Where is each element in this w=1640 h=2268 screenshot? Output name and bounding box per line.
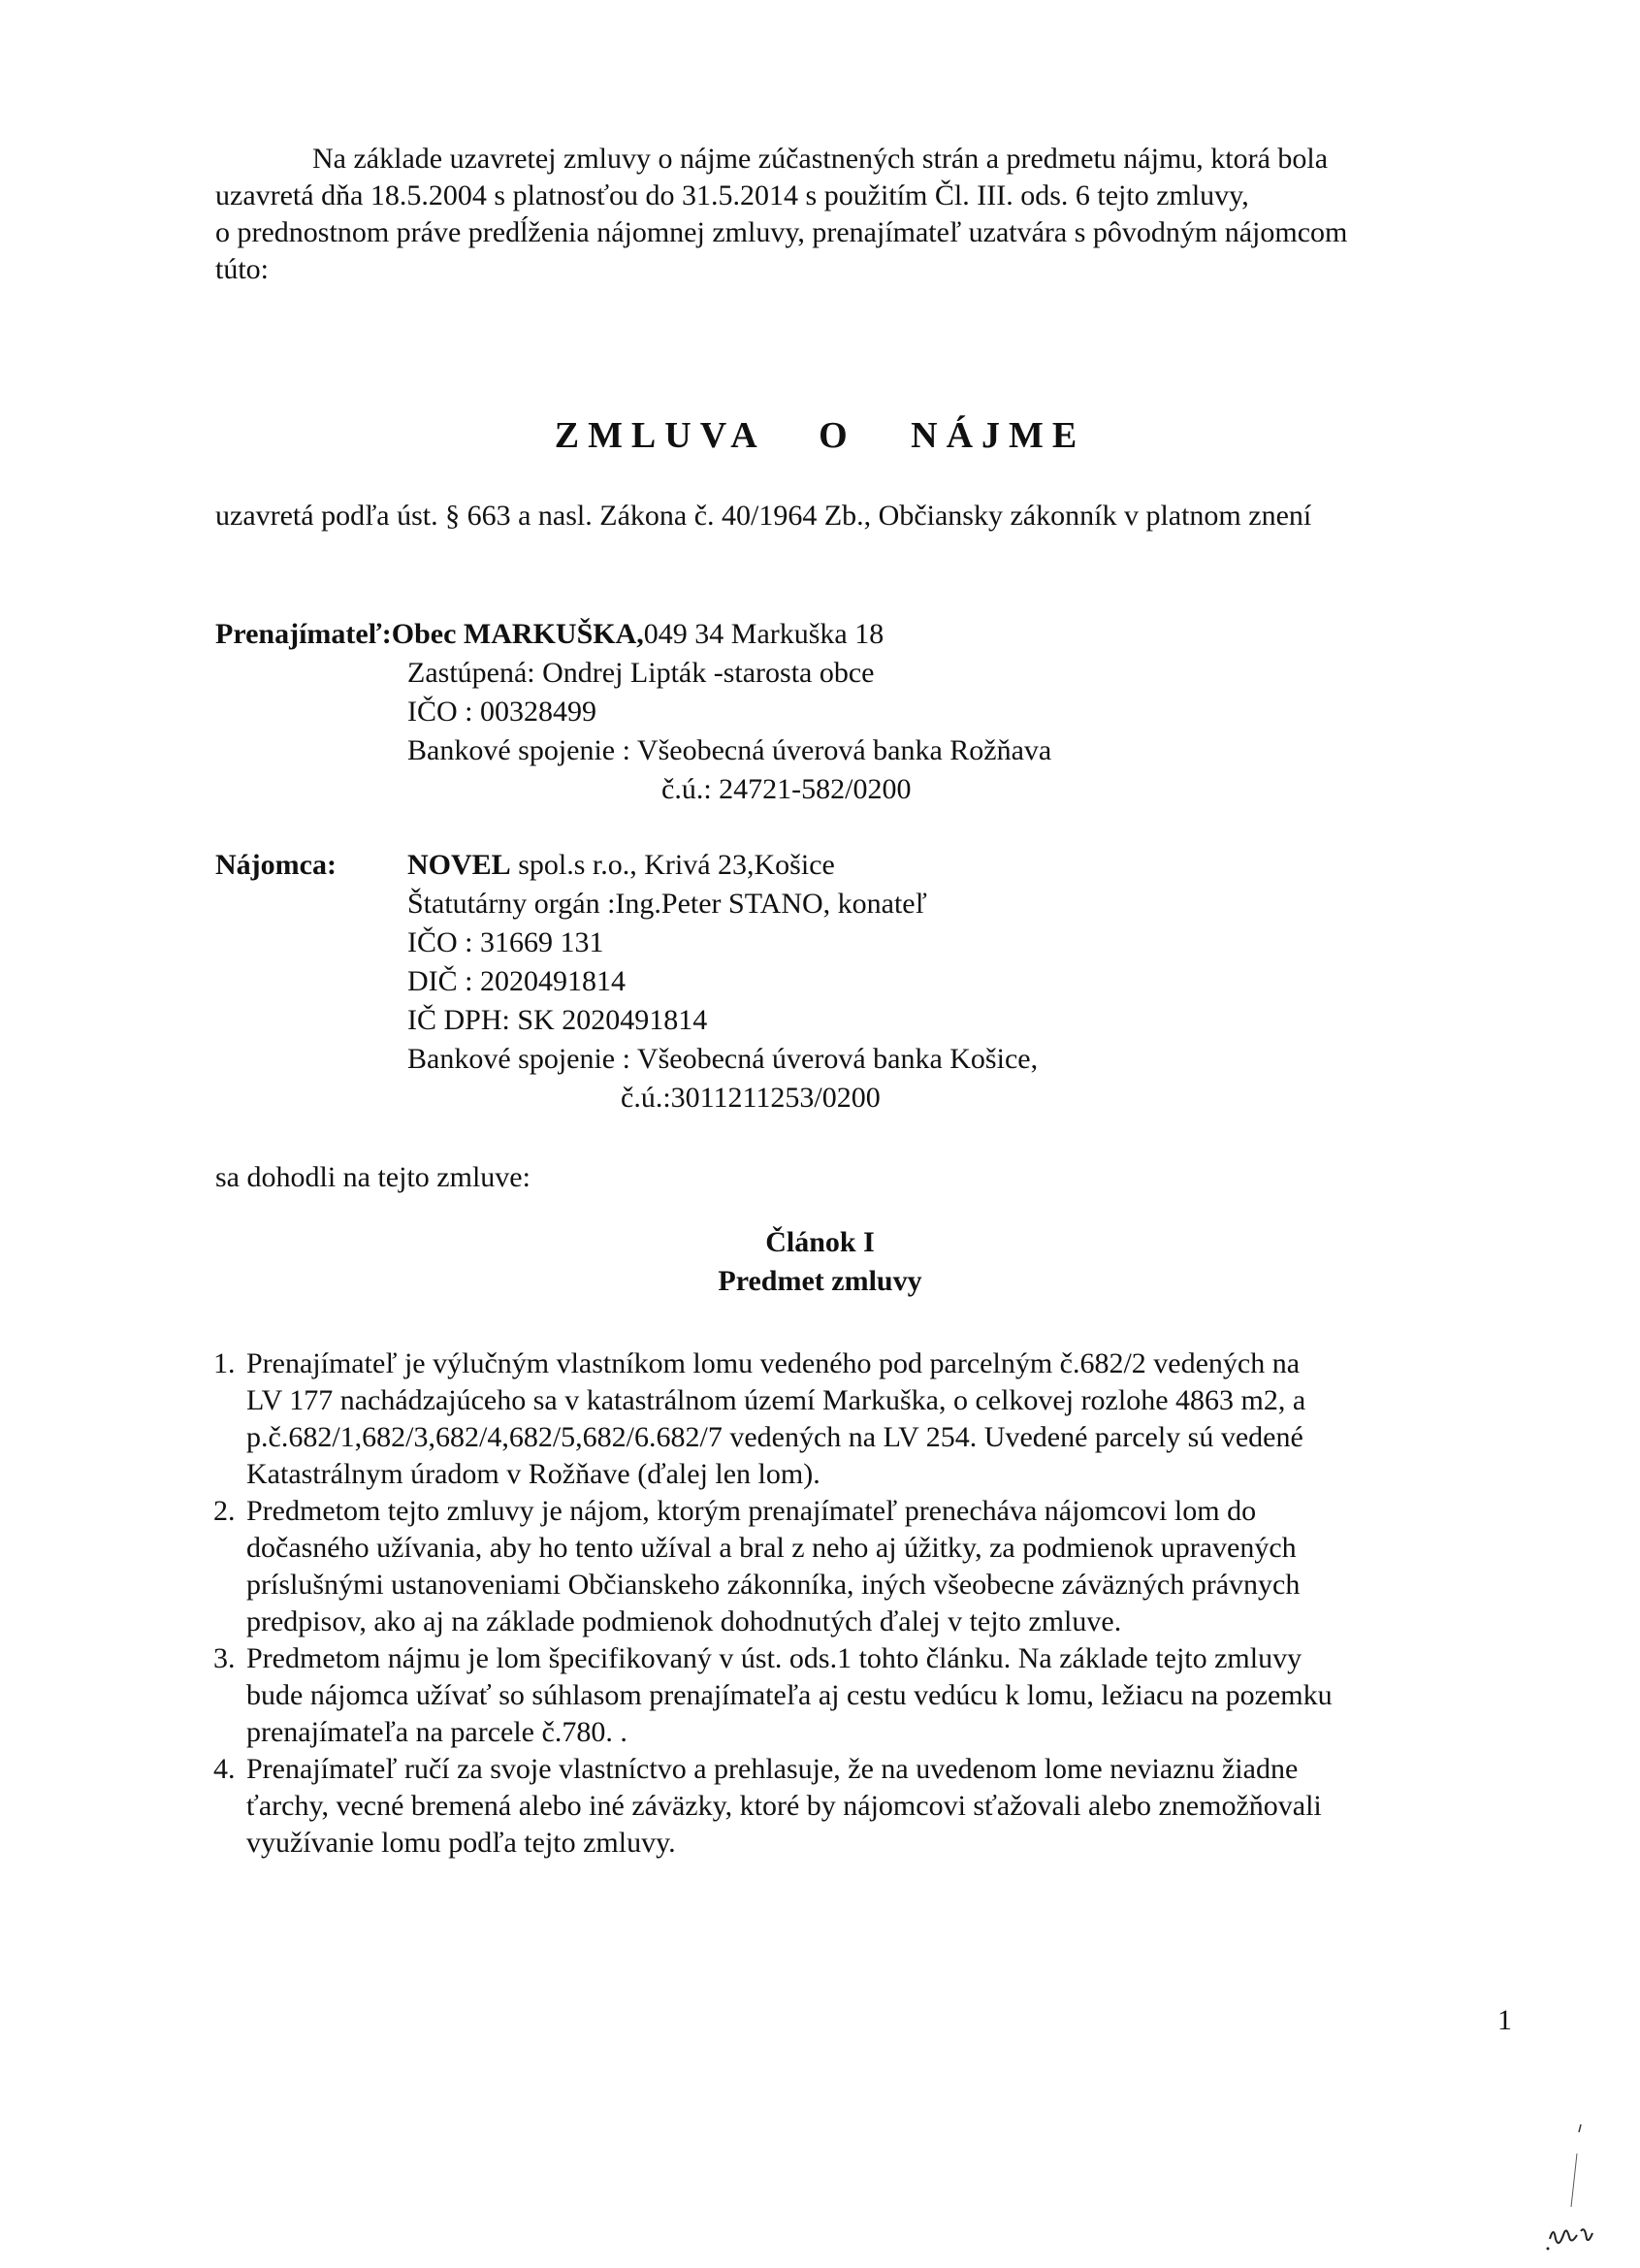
item-number: 2. <box>213 1495 236 1527</box>
item-line: Predmetom tejto zmluvy je nájom, ktorým prenajímateľ prenecháva nájomcovi lom do <box>246 1495 1257 1527</box>
item-line: Prenajímateľ ručí za svoje vlastníctvo a prehlasuje, že na uvedenom lome neviaznu žiadne <box>246 1753 1299 1785</box>
landlord-address: 049 34 Markuška 18 <box>643 618 884 650</box>
item-line: dočasného užívania, aby ho tento užíval a bral z neho aj úžitky, za podmienok upravených <box>246 1532 1297 1564</box>
article-subheading: Predmet zmluvy <box>718 1265 922 1297</box>
item-number: 3. <box>213 1642 236 1674</box>
document-title: ZMLUVA O NÁJME <box>554 415 1086 456</box>
landlord-name: Obec MARKUŠKA, <box>391 618 644 650</box>
item-line: ťarchy, vecné bremená alebo iné záväzky, ktoré by nájomcovi sťažovali alebo znemožňovali <box>246 1790 1322 1822</box>
landlord-represented: Zastúpená: Ondrej Lipták -starosta obce <box>407 657 875 689</box>
item-number: 4. <box>213 1753 236 1785</box>
landlord-ico: IČO : 00328499 <box>407 696 596 728</box>
intro-line: uzavretá dňa 18.5.2004 s platnosťou do 31.5.2014 s použitím Čl. III. ods. 6 tejto zmluvy, <box>215 179 1249 211</box>
tenant-block <box>215 847 1476 1118</box>
item-line: Predmetom nájmu je lom špecifikovaný v úst. ods.1 tohto článku. Na základe tejto zmluvy <box>246 1642 1302 1674</box>
handwritten-initials <box>1542 2115 1600 2260</box>
tenant-dic: DIČ : 2020491814 <box>407 965 626 997</box>
article-heading-block <box>0 1224 1640 1302</box>
tenant-ico: IČO : 31669 131 <box>407 926 604 958</box>
article-heading: Článok I <box>765 1226 875 1258</box>
document-subtitle: uzavretá podľa úst. § 663 a nasl. Zákona č. 40/1964 Zb., Občiansky zákonník v platnom znení <box>215 500 1312 532</box>
list-item <box>213 1640 1474 1751</box>
article-items <box>213 1345 1474 1862</box>
tenant-name: NOVEL <box>407 849 511 881</box>
item-line: p.č.682/1,682/3,682/4,682/5,682/6.682/7 vedených na LV 254. Uvedené parcely sú vedené <box>246 1421 1303 1453</box>
list-item <box>213 1751 1474 1862</box>
item-line: Prenajímateľ je výlučným vlastníkom lomu vedeného pod parcelným č.682/2 vedených na <box>246 1347 1301 1379</box>
landlord-bank: Bankové spojenie : Všeobecná úverová banka Rožňava <box>407 734 1052 766</box>
intro-line: Na základe uzavretej zmluvy o nájme zúčastnených strán a predmetu nájmu, ktorá bola <box>312 143 1329 175</box>
tenant-bank: Bankové spojenie : Všeobecná úverová banka Košice, <box>407 1043 1039 1075</box>
agreement-line: sa dohodli na tejto zmluve: <box>215 1161 531 1193</box>
page-number: 1 <box>1497 2004 1512 2036</box>
intro-line: túto: <box>215 253 270 285</box>
list-item <box>213 1345 1474 1493</box>
item-line: bude nájomca užívať so súhlasom prenajímateľa aj cestu vedúcu k lomu, ležiacu na pozemku <box>246 1679 1333 1711</box>
list-item <box>213 1493 1474 1640</box>
item-line: príslušnými ustanoveniami Občianskeho zákonníka, iných všeobecne záväzných právnych <box>246 1569 1301 1601</box>
intro-line: o prednostnom práve predĺženia nájomnej zmluvy, prenajímateľ uzatvára s pôvodným nájomcom <box>215 216 1348 248</box>
tenant-account: č.ú.:3011211253/0200 <box>621 1082 881 1114</box>
item-number: 1. <box>213 1347 236 1379</box>
item-line: Katastrálnym úradom v Rožňave (ďalej len lom). <box>246 1458 820 1490</box>
intro-paragraph <box>215 141 1515 288</box>
tenant-icdph: IČ DPH: SK 2020491814 <box>407 1004 708 1036</box>
item-line: predpisov, ako aj na základe podmienok dohodnutých ďalej v tejto zmluve. <box>246 1605 1122 1637</box>
item-line: LV 177 nachádzajúceho sa v katastrálnom území Markuška, o celkovej rozlohe 4863 m2, a <box>246 1384 1306 1416</box>
landlord-block <box>215 616 1476 810</box>
tenant-name-rest: spol.s r.o., Krivá 23,Košice <box>510 849 835 881</box>
item-line: využívanie lomu podľa tejto zmluvy. <box>246 1827 676 1859</box>
landlord-account: č.ú.: 24721-582/0200 <box>661 773 912 805</box>
tenant-label: Nájomca: <box>215 849 337 881</box>
tenant-statutory: Štatutárny orgán :Ing.Peter STANO, konateľ <box>407 888 927 920</box>
item-line: prenajímateľa na parcele č.780. . <box>246 1716 627 1748</box>
landlord-label: Prenajímateľ: <box>215 618 392 650</box>
